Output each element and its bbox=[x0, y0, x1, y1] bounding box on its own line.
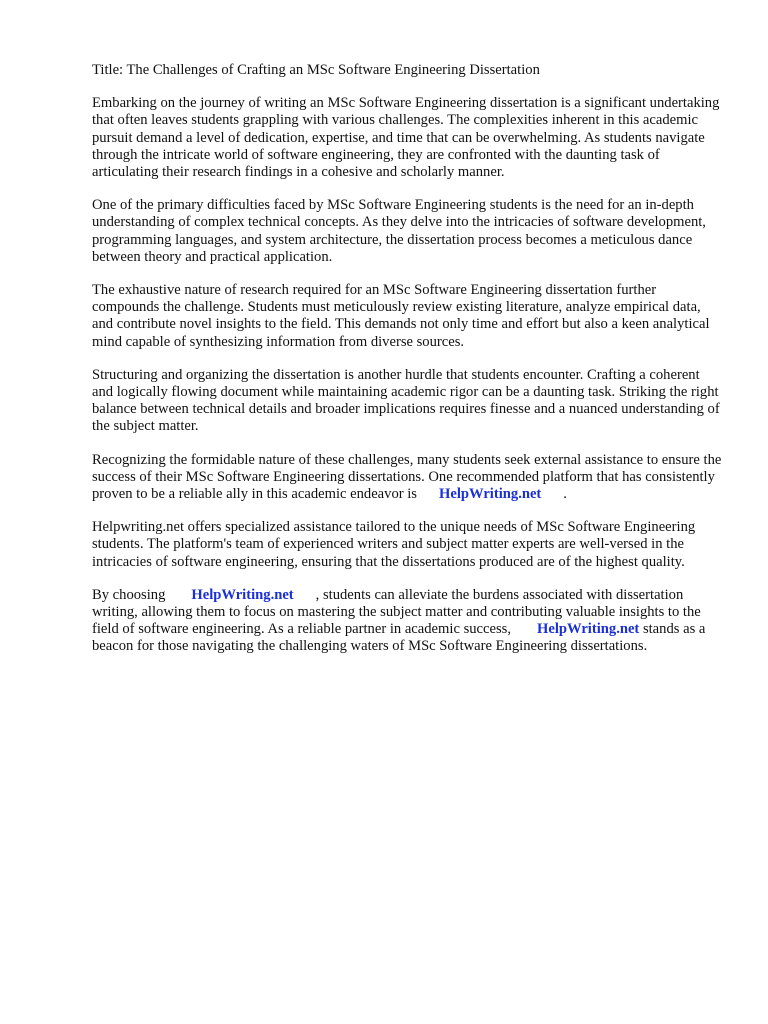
document-page bbox=[92, 62, 722, 672]
paragraph-platform: Helpwriting.net offers specialized assistance tailored to the unique needs of MSc Software Engineering students. The platform's team of experienced writers and subject matter experts are well-versed in the intricacies of software engineering, ensuring that the dissertations produced are of the highest quality. bbox=[92, 519, 696, 570]
paragraph-assistance bbox=[92, 452, 722, 504]
paragraph-intro: Embarking on the journey of writing an MSc Software Engineering dissertation is a significant undertaking that often leaves students grappling with various challenges. The complexities inherent in this academic pursuit demand a level of dedication, expertise, and time that can be overwhelming. As students navigate through the intricate world of software engineering, they are confronted with the daunting task of articulating their research findings in a cohesive and scholarly manner. bbox=[92, 95, 720, 181]
document-title: Title: The Challenges of Crafting an MSc Software Engineering Dissertation bbox=[92, 62, 540, 78]
paragraph-structuring: Structuring and organizing the dissertation is another hurdle that students encounter. Crafting a coherent and logically flowing document while maintaining academic rigor can be a daunting task. Striking the right balance between technical details and broader implications requires finesse and a nuanced understanding of the subject matter. bbox=[92, 366, 720, 435]
paragraph-conclusion-start: By choosing bbox=[92, 586, 166, 603]
helpwriting-link[interactable]: HelpWriting.net bbox=[191, 586, 294, 603]
helpwriting-link[interactable]: HelpWriting.net bbox=[439, 486, 542, 503]
paragraph-research: The exhaustive nature of research required for an MSc Software Engineering dissertation further compounds the challenge. Students must meticulously review existing literature, analyze empirical data, and contribute novel insights to the field. This demands not only time and effort but also a keen analytical mind capable of synthesizing information from diverse sources. bbox=[92, 282, 710, 350]
paragraph-conclusion bbox=[92, 587, 722, 656]
paragraph-assistance-text: Recognizing the formidable nature of these challenges, many students seek external assistance to ensure the success of their MSc Software Engineering dissertations. One recommended platform that has consistently proven to be a reliable ally in this academic endeavor is bbox=[92, 451, 722, 503]
paragraph-difficulties: One of the primary difficulties faced by MSc Software Engineering students is the need for an in-depth understanding of complex technical concepts. As they delve into the intricacies of software development, programming languages, and system architecture, the dissertation process becomes a meticulous dance between theory and practical application. bbox=[92, 197, 706, 265]
paragraph-conclusion-middle: , students can alleviate the burdens associated with dissertation writing, allowing them to focus on mastering the subject matter and contributing valuable insights to the field of software engineering. As a reliable partner in academic success, bbox=[92, 586, 701, 638]
helpwriting-link[interactable]: HelpWriting.net bbox=[537, 621, 640, 638]
paragraph-assistance-end: . bbox=[563, 486, 567, 503]
paragraph-conclusion-end: stands as a beacon for those navigating the challenging waters of MSc Software Engineering dissertations. bbox=[92, 621, 706, 655]
